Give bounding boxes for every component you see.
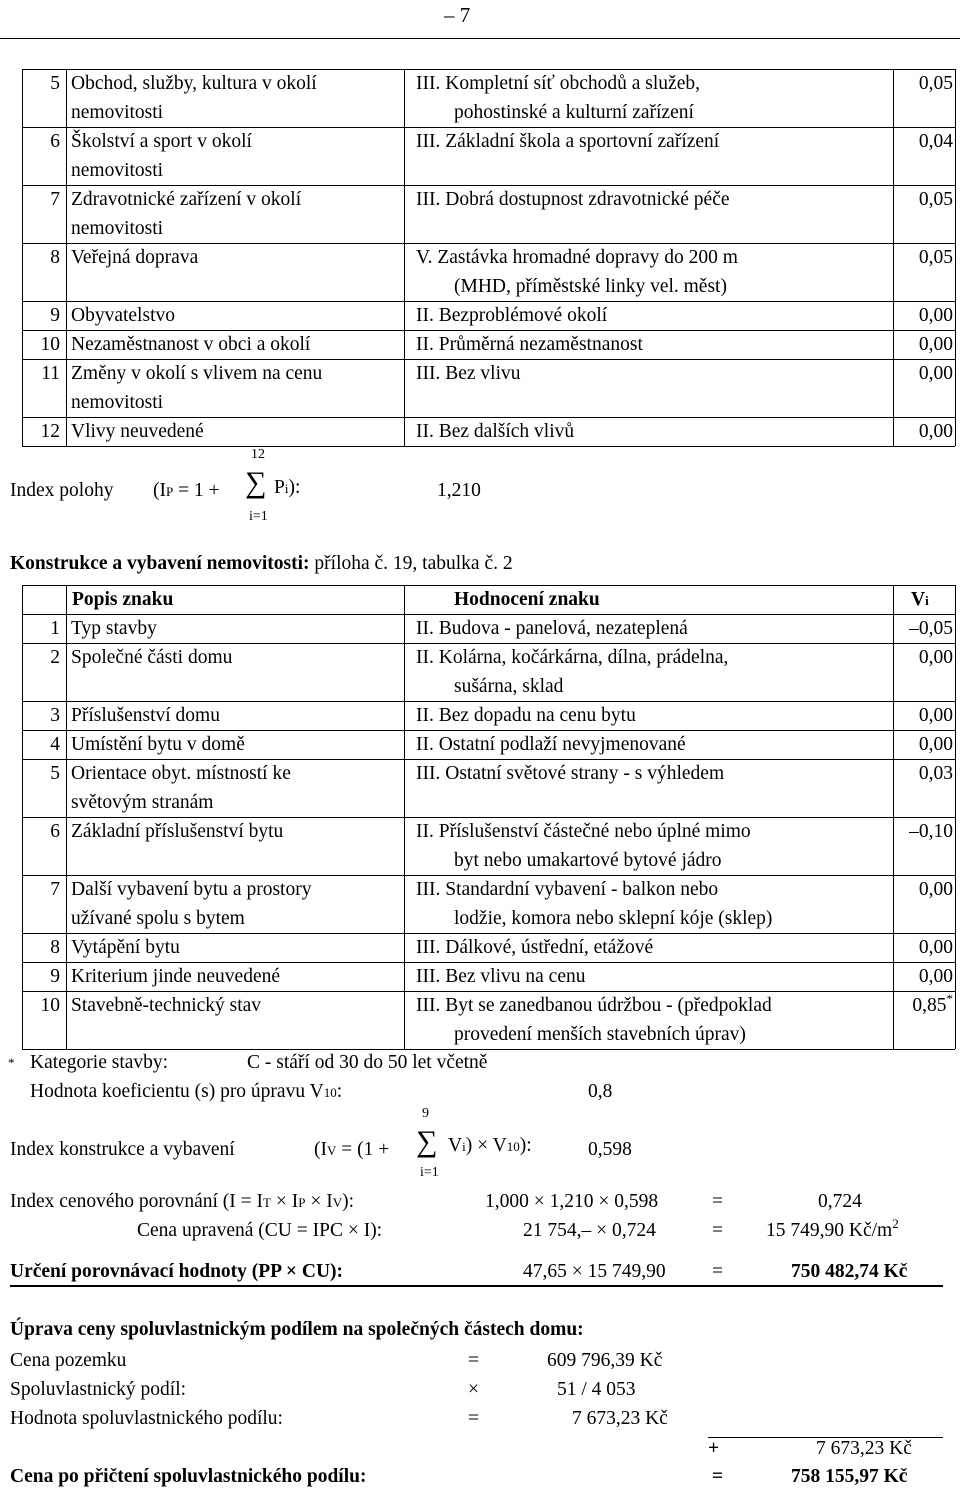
- row-divider: [22, 446, 955, 447]
- sign-evaluation: V. Zastávka hromadné dopravy do 200 m: [416, 247, 738, 268]
- sign-value: 0,04: [918, 131, 953, 152]
- sign-description: Typ stavby: [71, 618, 157, 639]
- sign-value: 0,00: [918, 334, 953, 355]
- sign-description: Vytápění bytu: [71, 937, 180, 958]
- sign-value: 0,05: [918, 73, 953, 94]
- position-index-formula: (IP = 1 +: [153, 480, 220, 501]
- sign-evaluation: III. Dálkové, ústřední, etážové: [416, 937, 654, 958]
- row-number: 2: [50, 647, 60, 668]
- sign-evaluation: II. Kolárna, kočárkárna, dílna, prádelna,: [416, 647, 729, 668]
- row-number: 6: [50, 821, 60, 842]
- sign-value: [893, 962, 953, 991]
- sign-evaluation: III. Kompletní síť obchodů a služeb,: [416, 73, 700, 94]
- sign-value: 0,00: [918, 363, 953, 384]
- column-divider: [404, 585, 405, 1049]
- sum-lower-limit-2: i=1: [420, 1165, 439, 1180]
- sign-value: [893, 817, 953, 846]
- coefficient-value: 0,8: [588, 1081, 613, 1102]
- footnote-mark: *: [8, 1055, 15, 1070]
- position-index-label: Index polohy: [10, 480, 114, 501]
- adjusted-price-label: Cena upravená (CU = IPC × I):: [137, 1220, 383, 1241]
- share-label: Hodnota spoluvlastnického podílu:: [10, 1408, 283, 1429]
- sign-evaluation: II. Průměrná nezaměstnanost: [416, 334, 643, 355]
- share-plus: +: [708, 1438, 720, 1459]
- coefficient-label: Hodnota koeficientu (s) pro úpravu V10:: [30, 1081, 343, 1102]
- construction-index-term: Vi) × V10):: [448, 1135, 532, 1156]
- sum-symbol-2: ∑: [416, 1125, 438, 1158]
- sign-evaluation: II. Bez dalších vlivů: [416, 421, 575, 442]
- sign-description: Příslušenství domu: [71, 705, 220, 726]
- sum-lower-limit: i=1: [249, 509, 268, 524]
- sign-value-number: –0,05: [909, 618, 953, 639]
- row-number: 4: [50, 734, 60, 755]
- comparative-value-result: 750 482,74 Kč: [791, 1261, 908, 1282]
- sign-description: Změny v okolí s vlivem na cenu: [71, 363, 323, 384]
- row-number: 6: [50, 131, 60, 152]
- row-number: 10: [40, 995, 60, 1016]
- sign-value: [893, 730, 953, 759]
- construction-index-formula: (IV = (1 +: [314, 1139, 390, 1160]
- sign-description: Stavebně-technický stav: [71, 995, 262, 1016]
- category-value: C - stáří od 30 do 50 let včetně: [247, 1052, 488, 1073]
- sum-symbol: ∑: [245, 466, 267, 499]
- sign-evaluation: III. Ostatní světové strany - s výhledem: [416, 763, 725, 784]
- sign-value-number: 0,85: [912, 995, 947, 1016]
- row-number: 3: [50, 705, 60, 726]
- column-divider: [22, 69, 23, 446]
- header-value: [911, 585, 929, 615]
- row-number: 10: [40, 334, 60, 355]
- sign-value: [893, 643, 953, 672]
- sign-description: Obyvatelstvo: [71, 305, 175, 326]
- share-operator: ×: [468, 1379, 479, 1400]
- sum-upper-limit: 12: [251, 447, 265, 462]
- header-value-letter: V: [911, 589, 926, 610]
- header-evaluation: Hodnocení znaku: [454, 589, 600, 610]
- sign-evaluation: sušárna, sklad: [454, 676, 564, 697]
- sign-description: nemovitosti: [71, 218, 164, 239]
- sign-value: 0,05: [918, 247, 953, 268]
- share-label: Cena pozemku: [10, 1350, 127, 1371]
- share-operator: =: [468, 1350, 479, 1371]
- share-heading: Úprava ceny spoluvlastnickým podílem na společných částech domu:: [10, 1319, 584, 1340]
- sum-upper-limit-2: 9: [422, 1106, 429, 1121]
- sign-value: [893, 875, 953, 904]
- sign-description: Zdravotnické zařízení v okolí: [71, 189, 302, 210]
- share-value: 7 673,23 Kč: [572, 1408, 668, 1429]
- row-number: 8: [50, 247, 60, 268]
- final-price-label: Cena po přičtení spoluvlastnického podílu:: [10, 1466, 367, 1487]
- sign-value: [893, 933, 953, 962]
- sign-value: 0,00: [918, 421, 953, 442]
- sign-description: nemovitosti: [71, 102, 164, 123]
- sign-value: 0,00: [918, 305, 953, 326]
- sign-value-number: 0,00: [918, 647, 953, 668]
- sign-description: Obchod, služby, kultura v okolí: [71, 73, 317, 94]
- sign-value-number: 0,00: [918, 937, 953, 958]
- position-index-value: 1,210: [437, 480, 481, 501]
- sign-value: 0,05: [918, 189, 953, 210]
- sign-value: [893, 614, 953, 643]
- comparative-value-eq: =: [712, 1261, 723, 1282]
- sign-value-number: 0,00: [918, 734, 953, 755]
- sign-evaluation: (MHD, příměstské linky vel. měst): [454, 276, 727, 297]
- column-divider: [955, 69, 956, 446]
- column-divider: [22, 585, 23, 1049]
- adjusted-price-calc: 21 754,– × 0,724: [523, 1220, 656, 1241]
- row-number: 5: [50, 73, 60, 94]
- sign-value-number: 0,00: [918, 879, 953, 900]
- sign-description: Společné části domu: [71, 647, 233, 668]
- sign-evaluation: II. Bez dopadu na cenu bytu: [416, 705, 636, 726]
- sign-value: [893, 759, 953, 788]
- adjusted-price-result: 15 749,90 $Kč/m^2$: [766, 1216, 899, 1241]
- sign-description: Umístění bytu v domě: [71, 734, 245, 755]
- sign-evaluation: III. Byt se zanedbanou údržbou - (předpoklad: [416, 995, 772, 1016]
- sign-evaluation: pohostinské a kulturní zařízení: [454, 102, 694, 123]
- sign-description: Kriterium jinde neuvedené: [71, 966, 281, 987]
- column-divider: [66, 69, 67, 446]
- sign-value-number: 0,00: [918, 705, 953, 726]
- final-price-value: 758 155,97 Kč: [791, 1466, 908, 1487]
- sign-description: světovým stranám: [71, 792, 214, 813]
- sign-evaluation: lodžie, komora nebo sklepní kóje (sklep): [454, 908, 773, 929]
- sign-description: Další vybavení bytu a prostory: [71, 879, 312, 900]
- sign-evaluation: II. Ostatní podlaží nevyjmenované: [416, 734, 686, 755]
- position-index-term: Pi):: [274, 477, 301, 498]
- column-divider: [955, 585, 956, 1049]
- price-comparison-eq: =: [712, 1191, 723, 1212]
- row-number: 9: [50, 966, 60, 987]
- footnote-mark: *: [946, 991, 953, 1006]
- row-number: 8: [50, 937, 60, 958]
- sign-description: Základní příslušenství bytu: [71, 821, 284, 842]
- sign-description: nemovitosti: [71, 392, 164, 413]
- sign-value-number: 0,03: [918, 763, 953, 784]
- final-price-eq: =: [712, 1466, 724, 1487]
- share-value: 51 / 4 053: [557, 1379, 636, 1400]
- sign-description: Nezaměstnanost v obci a okolí: [71, 334, 311, 355]
- sign-value-number: –0,10: [909, 821, 953, 842]
- row-number: 7: [50, 879, 60, 900]
- sign-description: Školství a sport v okolí: [71, 131, 252, 152]
- price-comparison-result: 0,724: [818, 1191, 862, 1212]
- header-rule: [0, 38, 960, 39]
- sign-evaluation: III. Standardní vybavení - balkon nebo: [416, 879, 719, 900]
- adjusted-price-eq: =: [712, 1220, 723, 1241]
- price-comparison-calc: 1,000 × 1,210 × 0,598: [485, 1191, 659, 1212]
- row-number: 9: [50, 305, 60, 326]
- row-number: 11: [41, 363, 60, 384]
- row-divider: [22, 1049, 955, 1050]
- sign-evaluation: II. Budova - panelová, nezateplená: [416, 618, 688, 639]
- sign-value: [893, 701, 953, 730]
- sign-description: užívané spolu s bytem: [71, 908, 245, 929]
- column-divider: [404, 69, 405, 446]
- sign-evaluation: III. Základní škola a sportovní zařízení: [416, 131, 720, 152]
- comparative-value-calc: 47,65 × 15 749,90: [523, 1261, 666, 1282]
- comparative-value-rule: [10, 1285, 943, 1287]
- share-value: 609 796,39 Kč: [547, 1350, 663, 1371]
- sign-evaluation: III. Bez vlivu na cenu: [416, 966, 586, 987]
- sign-evaluation: III. Dobrá dostupnost zdravotnické péče: [416, 189, 730, 210]
- column-divider: [66, 585, 67, 1049]
- sign-value-number: 0,00: [918, 966, 953, 987]
- row-number: 7: [50, 189, 60, 210]
- sign-evaluation: provedení menších stavebních úprav): [454, 1024, 746, 1045]
- column-divider: [893, 69, 894, 446]
- row-number: 1: [50, 618, 60, 639]
- share-plus-value: 7 673,23 Kč: [816, 1438, 912, 1459]
- share-label: Spoluvlastnický podíl:: [10, 1379, 187, 1400]
- sign-evaluation: byt nebo umakartové bytové jádro: [454, 850, 722, 871]
- row-number: 12: [40, 421, 60, 442]
- row-number: 5: [50, 763, 60, 784]
- construction-heading: Konstrukce a vybavení nemovitosti: příloha č. 19, tabulka č. 2: [10, 553, 513, 574]
- header-value-subscript: i: [925, 593, 929, 608]
- sign-evaluation: III. Bez vlivu: [416, 363, 521, 384]
- sign-evaluation: II. Bezproblémové okolí: [416, 305, 608, 326]
- construction-index-label: Index konstrukce a vybavení: [10, 1139, 235, 1160]
- sign-description: nemovitosti: [71, 160, 164, 181]
- page-number-dash: –: [444, 3, 460, 27]
- share-operator: =: [468, 1408, 479, 1429]
- header-sign: Popis znaku: [72, 589, 174, 610]
- sign-description: Veřejná doprava: [71, 247, 199, 268]
- column-divider: [893, 585, 894, 1049]
- page-number: – 7: [444, 3, 471, 27]
- construction-index-value: 0,598: [588, 1139, 632, 1160]
- comparative-value-label: Určení porovnávací hodnoty (PP × CU):: [10, 1261, 344, 1282]
- sign-description: Orientace obyt. místností ke: [71, 763, 291, 784]
- sign-value: [893, 991, 953, 1021]
- category-label: Kategorie stavby:: [30, 1052, 169, 1073]
- sign-evaluation: II. Příslušenství částečné nebo úplné mimo: [416, 821, 751, 842]
- sign-description: Vlivy neuvedené: [71, 421, 204, 442]
- price-comparison-label: Index cenového porovnání (I = IT × IP × IV):: [10, 1191, 355, 1212]
